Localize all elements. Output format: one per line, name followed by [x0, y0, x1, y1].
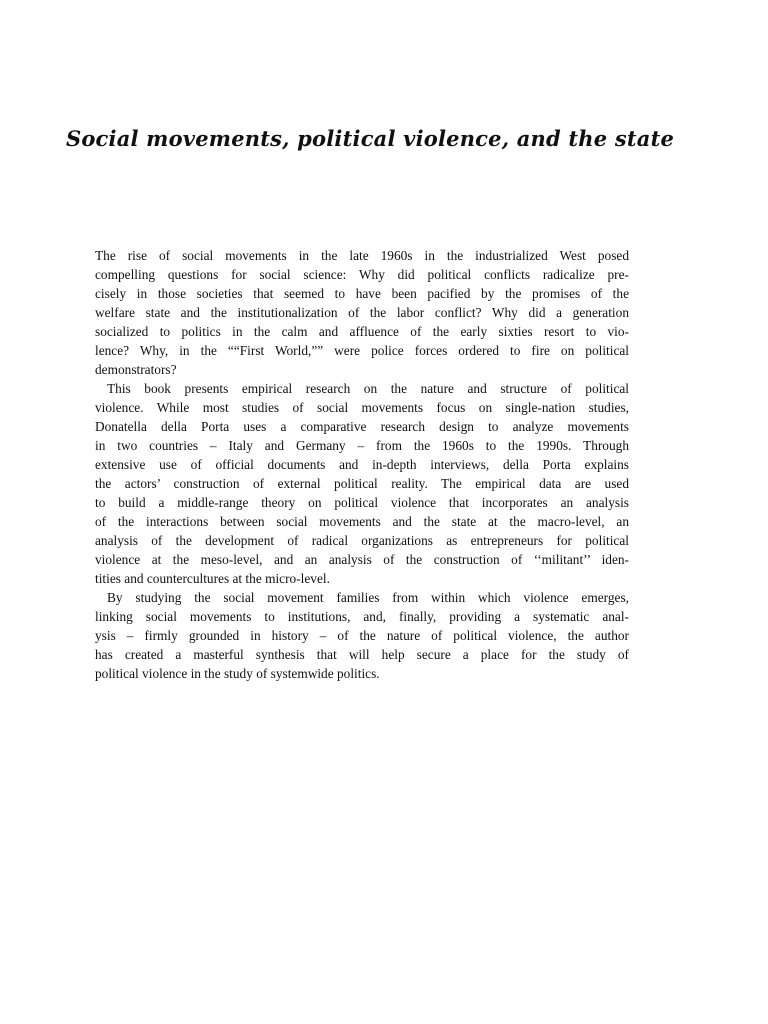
text-line: lence? Why, in the ““First World,”” were police forces ordered to fire on political: [95, 343, 629, 358]
text-line: violence at the meso-level, and an analysis of the construction of ‘‘militant’’ iden-: [95, 552, 629, 567]
text-line: compelling questions for social science: Why did political conflicts radicalize pre-: [95, 267, 629, 282]
text-line: political violence in the study of systemwide politics.: [95, 666, 380, 681]
text-line: demonstrators?: [95, 362, 177, 377]
text-line: tities and countercultures at the micro-level.: [95, 571, 330, 586]
paragraph: [95, 379, 629, 588]
text-line: This book presents empirical research on the nature and structure of political: [107, 381, 629, 396]
text-line: to build a middle-range theory on political violence that incorporates an analysis: [95, 495, 629, 510]
text-line: Donatella della Porta uses a comparative research design to analyze movements: [95, 419, 629, 434]
text-line: extensive use of official documents and in-depth interviews, della Porta explains: [95, 457, 629, 472]
text-line: By studying the social movement families from within which violence emerges,: [107, 590, 629, 605]
blurb-text: [95, 246, 629, 683]
text-line: linking social movements to institutions, and, finally, providing a systematic anal-: [95, 609, 629, 624]
text-line: cisely in those societies that seemed to have been pacified by the promises of the: [95, 286, 629, 301]
text-line: of the interactions between social movements and the state at the macro-level, an: [95, 514, 629, 529]
text-line: The rise of social movements in the late 1960s in the industrialized West posed: [95, 248, 629, 263]
text-line: welfare state and the institutionalization of the labor conflict? Why did a generation: [95, 305, 629, 320]
text-line: has created a masterful synthesis that will help secure a place for the study of: [95, 647, 629, 662]
paragraph: [95, 246, 629, 379]
text-line: ysis – firmly grounded in history – of the nature of political violence, the author: [95, 628, 629, 643]
text-line: analysis of the development of radical organizations as entrepreneurs for political: [95, 533, 629, 548]
text-line: the actors’ construction of external political reality. The empirical data are used: [95, 476, 629, 491]
book-title: Social movements, political violence, and the state: [65, 126, 675, 152]
text-line: in two countries – Italy and Germany – from the 1960s to the 1990s. Through: [95, 438, 629, 453]
paragraph: [95, 588, 629, 683]
text-line: violence. While most studies of social movements focus on single-nation studies,: [95, 400, 629, 415]
text-line: socialized to politics in the calm and affluence of the early sixties resort to vio-: [95, 324, 629, 339]
